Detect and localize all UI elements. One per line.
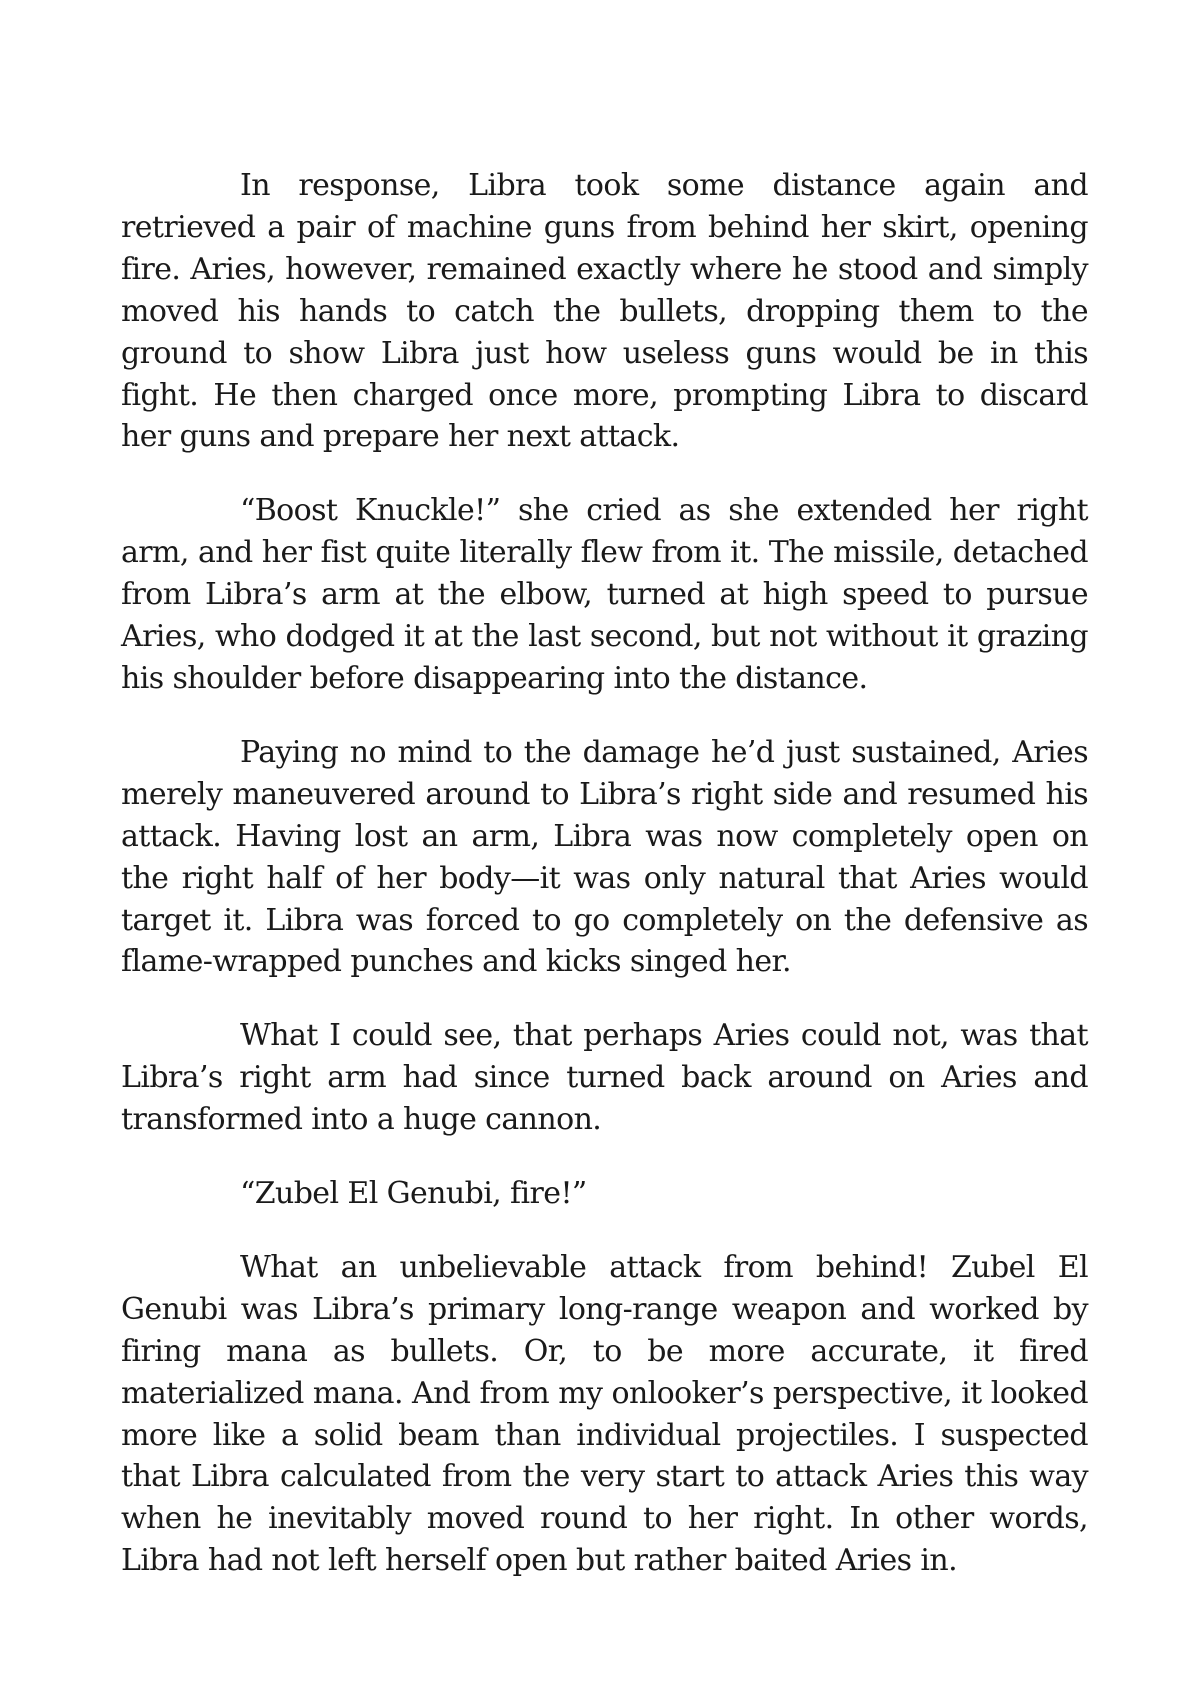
book-page — [121, 165, 1088, 1582]
paragraph-zubel-el-genubi-attack: What an unbelievable attack from behind! Zubel El Genubi was Libra’s primary long-range weapon and worked by firing mana as bullets. Or, to be more accurate, it fired materialized mana. And from my onlooker’s perspective, it looked more like a solid beam than individual projectiles. I suspected that Libra calculated from the very start to attack Aries this way when he inevitably moved round to her right. In other words, Libra had not left herself open but rather baited Aries in. — [121, 1249, 1088, 1579]
paragraph-libra-machine-guns: In response, Libra took some distance again and retrieved a pair of machine guns from behind her skirt, opening fire. Aries, however, remained exactly where he stood and simply moved his hands to catch the bullets, dropping them to the ground to show Libra just how useless guns would be in this fight. He then charged once more, prompting Libra to discard her guns and prepare her next attack. — [121, 168, 1088, 455]
paragraph-aries-attacks-right-side: Paying no mind to the damage he’d just sustained, Aries merely maneuvered around to Libra’s right side and resumed his attack. Having lost an arm, Libra was now completely open on the right half of her body—it was only natural that Aries would target it. Libra was forced to go completely on the defensive as flame-wrapped punches and kicks singed her. — [121, 734, 1088, 980]
paragraph-boost-knuckle: “Boost Knuckle!” she cried as she extended her right arm, and her fist quite literally flew from it. The missile, detached from Libra’s arm at the elbow, turned at high speed to pursue Aries, who dodged it at the last second, but not without it grazing his shoulder before disappearing into the distance. — [121, 493, 1088, 696]
paragraph-fire-command: “Zubel El Genubi, fire!” — [240, 1176, 587, 1212]
paragraph-arm-becomes-cannon: What I could see, that perhaps Aries could not, was that Libra’s right arm had since turned back around on Aries and transformed into a huge cannon. — [121, 1018, 1088, 1138]
